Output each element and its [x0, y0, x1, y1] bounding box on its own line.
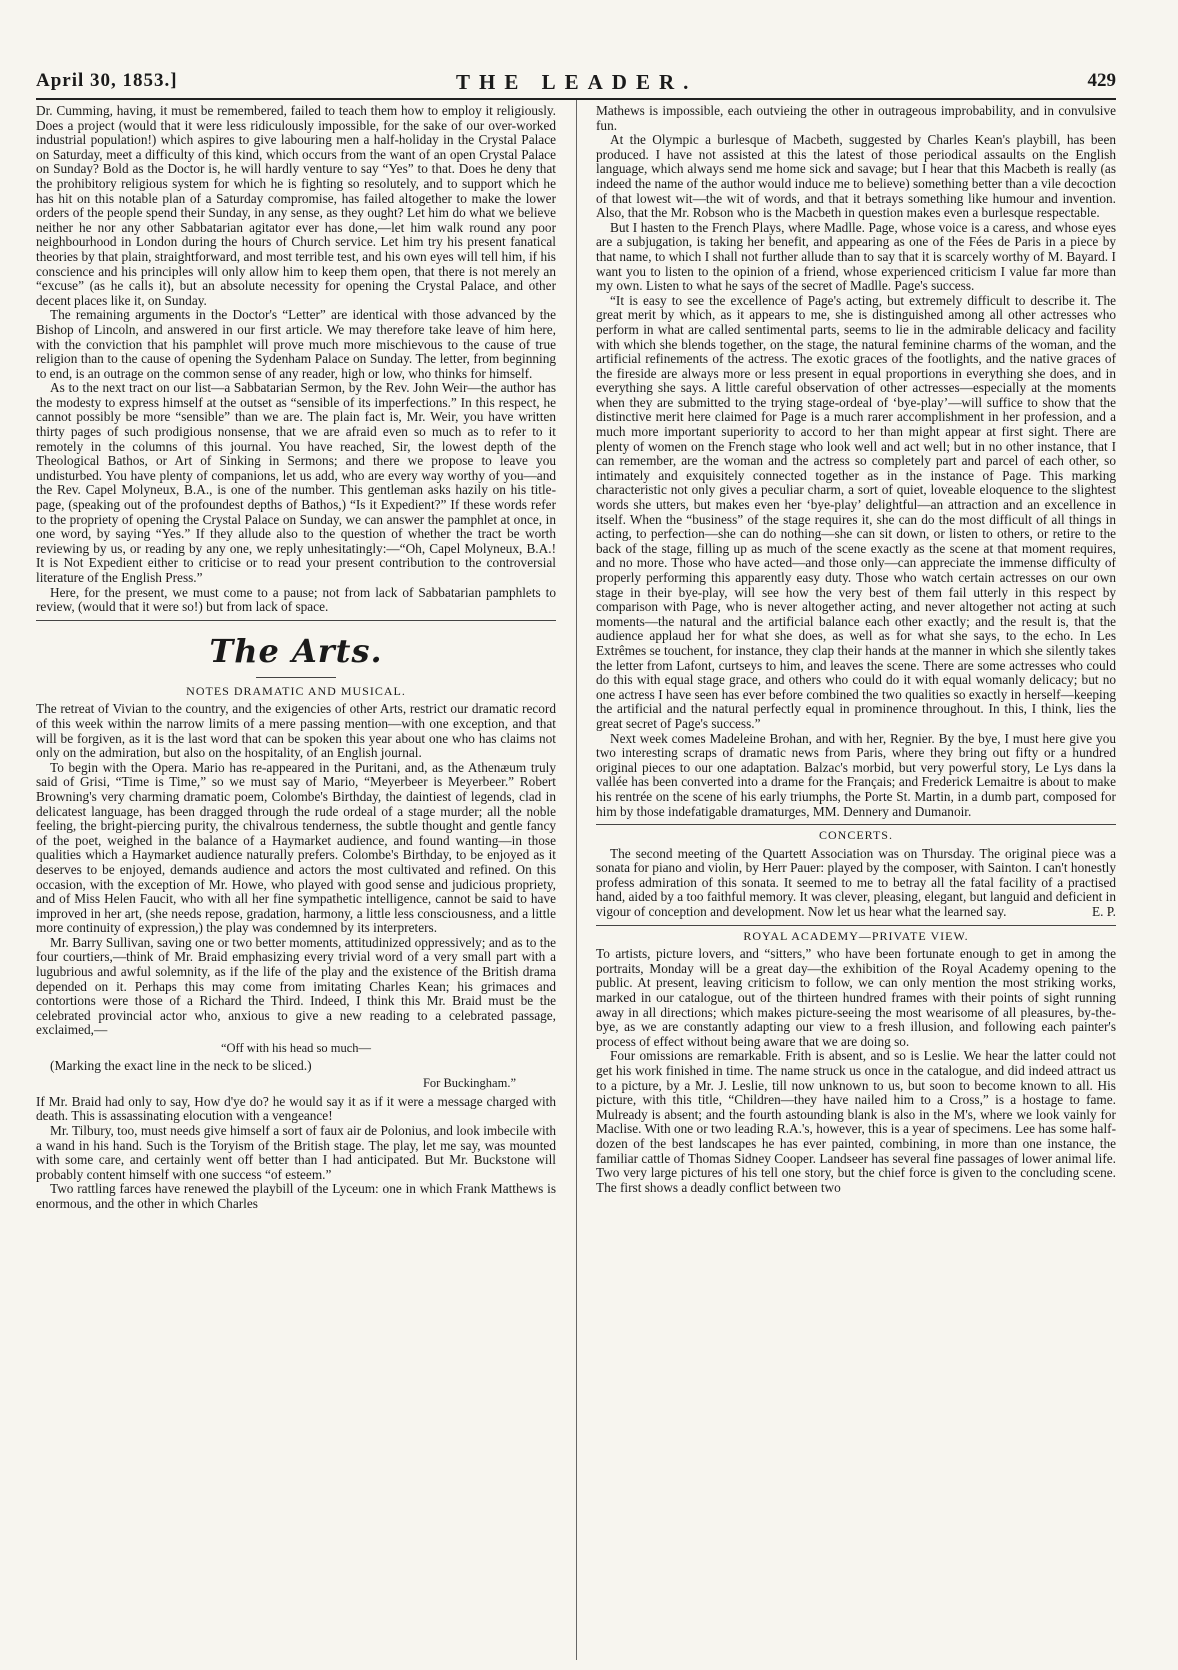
- page-header: [36, 70, 1116, 100]
- newspaper-page: [36, 0, 1116, 1670]
- section-subhead: NOTES DRAMATIC AND MUSICAL.: [186, 683, 406, 698]
- paragraph: Next week comes Madeleine Brohan, and with her, Regnier. By the bye, I must here give you two interesting scraps of dramatic news from Paris, where they bring out fifty or a hundred original pieces to our one adaptation. Balzac's morbid, but very powerful story, Le Lys dans la vallée has been converted into a drame for the Français; and Frederick Lemaitre is about to make his rentrée on the scene of his early triumphs, the Porte St. Martin, in a dumb part, composed for him by those indefatigable dramaturges, MM. Dennery and Dumanoir.: [596, 730, 1116, 819]
- signature: E. P.: [1091, 904, 1116, 920]
- left-column: [36, 104, 556, 1212]
- paragraph: To begin with the Opera. Mario has re-appeared in the Puritani, and, as the Athenæum truly said of Grisi, “Time is Time,” so we must say of Mario, “Meyerbeer is Meyerbeer.” Robert Browning's very charming dramatic poem, Colombe's Birthday, the daintiest of legends, clad in delicatest language, has been dragged through the rude ordeal of a stage murder; all the noble feeling, the bright-piercing purity, the chivalrous tenderness, the subtle thought and gentle fancy of the poet, weighed in the balance of a Haymarket audience, and found wanting—in those qualities which a Haymarket audience naturally prefers. Colombe's Birthday, to be enjoyed as it deserves to be enjoyed, demands audience and actors the most cultivated and refined. On this occasion, with the exception of Mr. Howe, who played with good sense and judicious propriety, and of Miss Helen Faucit, who with all her fine sympathetic intelligence, cannot be said to have improved in her art, (she needs repose, gradation, harmony, a little less consciousness, and a little more continuity of expression,) the play was condemned by its interpreters.: [36, 759, 556, 936]
- section-title: The Arts.: [209, 631, 383, 670]
- divider: [596, 824, 1116, 825]
- academy-heading: ROYAL ACADEMY—PRIVATE VIEW.: [743, 928, 969, 943]
- concerts-heading: CONCERTS.: [819, 828, 893, 843]
- paragraph: The remaining arguments in the Doctor's “Letter” are identical with those advanced by the Bishop of Lincoln, and answered in our first article. We may therefore take leave of him here, with the conviction that his pamphlet will prove much more mischievous to the cause of true religion than to the cause of opening the Sydenham Palace on Sunday. The letter, from beginning to end, is an outrage on the common sense of any reader, high or low, who thinks for himself.: [36, 307, 556, 381]
- paragraph: Mr. Barry Sullivan, saving one or two better moments, attitudinized oppressively; and as to the four courtiers,—think of Mr. Braid emphasizing every trivial word of a very small part with a lugubrious and awful solemnity, as if the life of the play and the existence of the British drama depended on it. Perhaps this may come from imitating Charles Kean; his grimaces and contortions were those of a Richard the Third. Indeed, I think this Mr. Braid must be the celebrated provincial actor who, anxious to give a new reading to a celebrated passage, exclaimed,—: [36, 934, 556, 1038]
- paragraph: “It is easy to see the excellence of Page's acting, but extremely difficult to describe it. The great merit by which, as it appears to me, she is distinguished among all other actresses who perform in what are called sentimental parts, seems to lie in the admirable delicacy and facility with which she blends together, on the stage, the natural feminine charms of the woman, and the artificial refinements of the actress. The exotic graces of the footlights, and the native graces of the fireside are always more or less present in equal proportions in everything she does, and in everything she says. A little careful observation of other actresses—especially at the moments when they are submitted to the trying stage-ordeal of ‘bye-play’—will suffice to show that the distinctive merit here claimed for Page is a much rarer accomplishment in her profession, and a much more important superiority to accord to her than might appear at first sight. There are plenty of women on the French stage who look well and act well; but in no other instance, that I can remember, are the woman and the actress so completely part and parcel of each other, so intimately and exquisitely connected together as in the instance of Page. This marking characteristic not only gives a peculiar charm, a sort of quiet, loveable eloquence to the slightest words she utters, but makes even her ‘bye-play’ delightful—an attraction and an excellence in itself. When the “business” of the stage requires it, she can do the most difficult of all things in acting, to perfection—she can do nothing—she can sit down, or listen to others, or retire to the back of the stage, filling up as much of the scene exactly as the scene at that moment requires, and no more. Those who have acted—and those only—can appreciate the immense difficulty of properly performing this apparently easy duty. Those who watch certain actresses on our own stage in their bye-play, will see how the very best of them fail utterly in this respect by comparison with Page, who is never altogether acting, and never altogether not acting at such moments—the natural and the artificial balance each other exactly; and the result is, that the audience applaud her for what she does, as well as for what she says, to the echo. In Les Extrêmes se touchent, for instance, they clap their hands at the manner in which she silently takes the letter from Lafont, curtseys to him, and leaves the scene. There are some actresses who could do this with equal stage grace, and others who could do it with equal womanly delicacy; but no one actress I have seen has ever before combined the two qualities so exactly in herself—keeping the artificial and the natural perfectly equal in prominence throughout. In this, I think, lies the great secret of Page's success.”: [596, 292, 1116, 731]
- paragraph: Four omissions are remarkable. Frith is absent, and so is Leslie. We hear the latter could not get his work finished in time. The name struck us once in the catalogue, and did indeed attract us to a picture, by a Mr. J. Leslie, till now unknown to us, but soon to become known to all. His picture, with this title, “Children—they have nailed him to a Cross,” is a hostage to fame. Mulready is absent; and the fourth astounding blank is also in the M's, where we look vainly for Maclise. With one or two leading R.A.'s, however, this is a year of specimens. Lee has some half-dozen of the best landscapes he has ever painted, combining, in more than one instance, the familiar cattle of Thomas Sidney Cooper. Landseer has several fine passages of lower animal life. Two very large pictures of his tell one story, but the chief force is given to the concluding scene. The first shows a deadly conflict between two: [596, 1048, 1116, 1195]
- paragraph: Mathews is impossible, each outvieing the other in outrageous improbability, and in convulsive fun.: [596, 103, 1116, 133]
- verse-quote-note: (Marking the exact line in the neck to be sliced.): [50, 1057, 312, 1073]
- paragraph: [596, 847, 1116, 920]
- paragraph: Here, for the present, we must come to a pause; not from lack of Sabbatarian pamphlets to review, (would that it were so!) but from lack of space.: [36, 584, 556, 615]
- paragraph: Two rattling farces have renewed the playbill of the Lyceum: one in which Frank Matthews is enormous, and the other in which Charles: [36, 1181, 556, 1211]
- verse-quote: “Off with his head so much—: [220, 1041, 372, 1056]
- header-date: April 30, 1853.]: [36, 70, 178, 91]
- paragraph: The retreat of Vivian to the country, and the exigencies of other Arts, restrict our dramatic record of this week within the narrow limits of a mere passing mention—with one exception, and that will be forgiven, as it is the last word that can be spoken this year about one who has claims not only on the admiration, but also on the hospitality, of an English journal.: [36, 701, 556, 761]
- paragraph: Dr. Cumming, having, it must be remembered, failed to teach them how to employ it religiously. Does a project (would that it were less ridiculously impossible, for the sake of our over-worked industrial population!) which aspires to give labouring men a half-holiday in the Crystal Palace on Saturday, meet a difficulty of this kind, which occurs from the want of an open Crystal Palace on Sunday? Bold as the Doctor is, he will hardly venture to say “Yes” to that. Does he deny that the prohibitory religious system for which he is fighting so resolutely, and to support which he has hit on this notable plan of a Saturday compromise, has failed altogether to make the lower orders of the people spend their Sunday, in any sense, as they ought? Let him do what we believe neither he nor any other Sabbatarian agitator ever has done,—let him walk round any poor neighbourhood in London during the hours of Church service. Let him try his present fanatical theories by that plain, straightforward, and most terrible test, and his own eyes will tell him, if his conscience and his principles will only allow him to keep them open, that there is not merely an “excuse” (as he calls it), but an absolute necessity for opening the Crystal Palace, and other decent places like it, on Sunday.: [36, 103, 556, 308]
- page-number: 429: [1087, 70, 1116, 91]
- paragraph: Mr. Tilbury, too, must needs give himself a sort of faux air de Polonius, and look imbecile with a wand in his hand. Such is the Toryism of the British stage. The play, let me say, was mounted with some care, and certainly went off better than I had anticipated. But Mr. Buckstone will probably content himself with one success “of esteem.”: [36, 1123, 556, 1182]
- paragraph: At the Olympic a burlesque of Macbeth, suggested by Charles Kean's playbill, has been produced. I have not assisted at this the latest of those periodical assaults on the English language, which always send me home sick and savage; but I hear that this Macbeth is really (as indeed the name of the author would induce me to believe) something better than a vile decoction of that lowest wit—the wit of words, and that it betrays something like humour and invention. Also, that the Mr. Robson who is the Macbeth in question makes even a burlesque respectable.: [596, 132, 1116, 221]
- header-title: THE LEADER.: [456, 70, 698, 94]
- paragraph: As to the next tract on our list—a Sabbatarian Sermon, by the Rev. John Weir—the author has the modesty to express himself at the outset as “sensible of its imperfections.” In this respect, he cannot possibly be more “sensible” than we are. The plain fact is, Mr. Weir, you have written thirty pages of such prodigious nonsense, that we are afraid even so much as to refer to it remotely in the columns of this journal. You have reached, Sir, the lowest depth of the Theological Bathos, or Art of Sinking in Sermons; and there we propose to leave you undisturbed. You have plenty of companions, let us add, who are every way worthy of you—and the Rev. Capel Molyneux, B.A., is one of the number. This gentleman asks hazily on his title-page, (speaking out of the profoundest depths of Bathos,) “Is it Expedient?” If these words refer to the propriety of opening the Crystal Palace on Sunday, we can answer the pamphlet at once, in one word, by saying “Yes.” If they allude also to the question of whether the tract be worth reviewing by us, or reading by any one, we reply unhesitatingly:—“Oh, Capel Molyneux, B.A.! It is Not Expedient either to criticise or to read your present contribution to the controversial literature of the English Press.”: [36, 380, 556, 585]
- column-divider: [576, 100, 577, 1660]
- paragraph: But I hasten to the French Plays, where Madlle. Page, whose voice is a caress, and whose eyes are a subjugation, is taking her benefit, and appearing as one of the Fées de Paris in a piece by that name, to which I shall not further allude than to say that it is scarcely worthy of M. Bayard. I want you to listen to the opinion of a friend, whose experienced criticism I value far more than my own. Listen to what he says of the secret of Madlle. Page's success.: [596, 219, 1116, 294]
- divider: [596, 925, 1116, 926]
- paragraph-text: The second meeting of the Quartett Association was on Thursday. The original piece was a sonata for piano and violin, by Herr Pauer: played by the composer, with Sainton. I can't honestly profess admiration of this sonata. It seemed to me to betray all the fatal facility of a practised hand, aided by a too faithful memory. It was clever, pleasing, elegant, but languid and deficient in vigour of conception and development. Now let us hear what the learned say.: [596, 845, 1116, 920]
- divider: [36, 620, 556, 621]
- paragraph: If Mr. Braid had only to say, How d'ye do? he would say it as if it were a message charged with death. This is assassinating elocution with a vengeance!: [36, 1093, 556, 1124]
- short-divider: [256, 677, 336, 678]
- paragraph: To artists, picture lovers, and “sitters,” who have been fortunate enough to get in among the portraits, Monday will be a great day—the exhibition of the Royal Academy opening to the public. At present, leaving criticism to follow, we can only mention the most striking works, marked in our catalogue, out of the thirteen hundred frames with their points of sight running away in all directions; which makes picture-seeing the most wearisome of all pleasures, by-the-bye, as we are constantly adapting our view to a fresh illusion, and following each painter's process of effect without being aware that we are doing so.: [596, 946, 1116, 1049]
- right-column: [596, 104, 1116, 1195]
- verse-quote-end: For Buckingham.”: [422, 1076, 516, 1091]
